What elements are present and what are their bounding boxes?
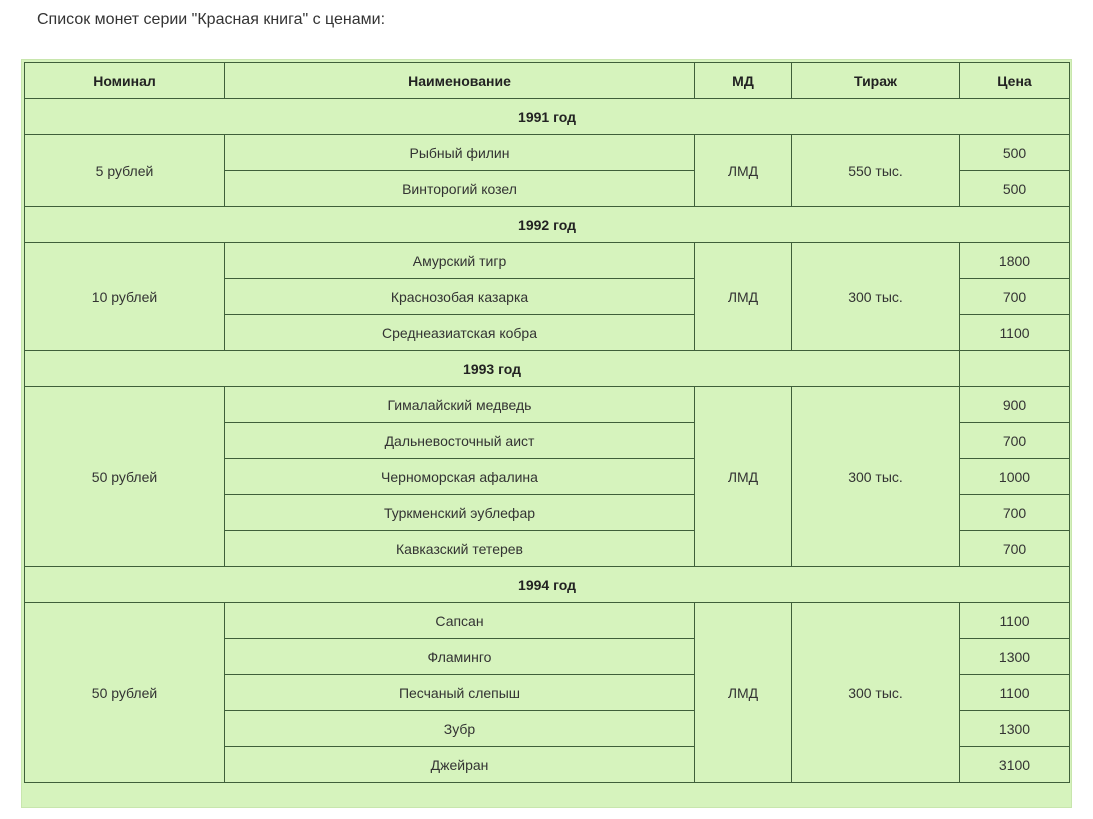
tirazh-cell: 300 тыс.	[792, 387, 960, 567]
coin-name-cell: Кавказский тетерев	[225, 531, 695, 567]
table-row	[25, 243, 1070, 279]
price-cell: 1100	[960, 603, 1070, 639]
price-cell: 1000	[960, 459, 1070, 495]
coin-name-cell: Среднеазиатская кобра	[225, 315, 695, 351]
header-md: МД	[695, 63, 792, 99]
price-cell: 1800	[960, 243, 1070, 279]
header-name: Наименование	[225, 63, 695, 99]
coin-name-cell: Дальневосточный аист	[225, 423, 695, 459]
coin-name-cell: Рыбный филин	[225, 135, 695, 171]
intro-text: Список монет серии "Красная книга" с ценами:	[37, 11, 386, 28]
price-cell: 1300	[960, 639, 1070, 675]
coin-name-cell: Черноморская афалина	[225, 459, 695, 495]
md-cell: ЛМД	[695, 243, 792, 351]
table-header-row	[25, 63, 1070, 99]
year-label: 1994 год	[25, 567, 1070, 603]
price-cell: 500	[960, 171, 1070, 207]
year-row	[25, 99, 1070, 135]
price-cell: 700	[960, 531, 1070, 567]
nominal-cell: 50 рублей	[25, 387, 225, 567]
coin-name-cell: Туркменский эублефар	[225, 495, 695, 531]
table-row	[25, 603, 1070, 639]
header-price: Цена	[960, 63, 1070, 99]
tirazh-cell: 300 тыс.	[792, 243, 960, 351]
year-row	[25, 351, 1070, 387]
year-label: 1991 год	[25, 99, 1070, 135]
header-tirazh: Тираж	[792, 63, 960, 99]
year-row-empty-cell	[960, 351, 1070, 387]
md-cell: ЛМД	[695, 135, 792, 207]
table-row	[25, 135, 1070, 171]
price-cell: 1300	[960, 711, 1070, 747]
coin-name-cell: Гималайский медведь	[225, 387, 695, 423]
nominal-cell: 5 рублей	[25, 135, 225, 207]
md-cell: ЛМД	[695, 387, 792, 567]
tirazh-cell: 300 тыс.	[792, 603, 960, 783]
coin-name-cell: Зубр	[225, 711, 695, 747]
coin-name-cell: Сапсан	[225, 603, 695, 639]
price-cell: 900	[960, 387, 1070, 423]
year-row	[25, 567, 1070, 603]
tirazh-cell: 550 тыс.	[792, 135, 960, 207]
nominal-cell: 50 рублей	[25, 603, 225, 783]
price-cell: 3100	[960, 747, 1070, 783]
coin-name-cell: Амурский тигр	[225, 243, 695, 279]
price-cell: 700	[960, 423, 1070, 459]
coin-name-cell: Джейран	[225, 747, 695, 783]
year-label: 1992 год	[25, 207, 1070, 243]
coin-name-cell: Фламинго	[225, 639, 695, 675]
price-cell: 1100	[960, 315, 1070, 351]
year-row	[25, 207, 1070, 243]
price-cell: 1100	[960, 675, 1070, 711]
coin-name-cell: Винторогий козел	[225, 171, 695, 207]
coin-name-cell: Краснозобая казарка	[225, 279, 695, 315]
header-nominal: Номинал	[25, 63, 225, 99]
table-row	[25, 387, 1070, 423]
price-cell: 700	[960, 495, 1070, 531]
coin-name-cell: Песчаный слепыш	[225, 675, 695, 711]
price-cell: 700	[960, 279, 1070, 315]
md-cell: ЛМД	[695, 603, 792, 783]
price-cell: 500	[960, 135, 1070, 171]
year-label: 1993 год	[25, 351, 960, 387]
nominal-cell: 10 рублей	[25, 243, 225, 351]
coins-price-table	[24, 62, 1070, 783]
